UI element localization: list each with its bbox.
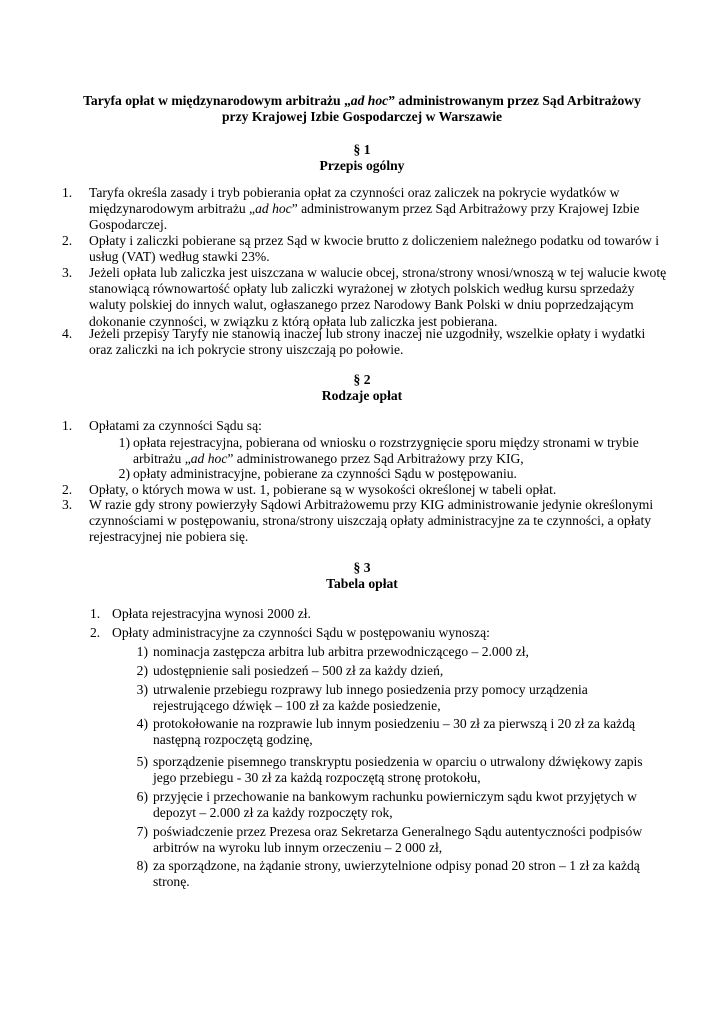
title-line-1: Taryfa opłat w międzynarodowym arbitrażu „ad hoc” administrowanym przez Sąd Arbitrażowy — [83, 93, 641, 108]
s1-item-2-number: 2. — [62, 233, 73, 248]
s2-item-2-number: 2. — [62, 482, 73, 497]
section-3-mark: § 3 — [353, 560, 371, 575]
s1-item-4-number: 4. — [62, 326, 73, 341]
s3-subitem-5: sporządzenie pisemnego transkryptu posiedzenia w oparciu o utrwalony dźwiękowy zapis jego przebiegu - 30 zł za każdą rozpoczętą stronę protokołu, — [153, 754, 643, 786]
s1-item-1: Taryfa określa zasady i tryb pobierania opłat za czynności oraz zaliczek na pokrycie wydatków w międzynarodowym arbitrażu „ad hoc” administrowanym przez Sąd Arbitrażowy przy Krajowej Izbie Gospodarczej. — [89, 185, 640, 233]
s3-subitem-8: za sporządzone, na żądanie strony, uwierzytelnione odpisy ponad 20 stron – 1 zł za każdą stronę. — [153, 858, 640, 890]
s3-subitem-5-number: 5) — [136, 754, 148, 769]
section-2-mark: § 2 — [353, 372, 371, 387]
s3-subitem-3-number: 3) — [136, 682, 148, 697]
s3-subitem-6: przyjęcie i przechowanie na bankowym rachunku powierniczym sądu kwot przyjętych w depozyt – 2.000 zł za każdy rozpoczęty rok, — [153, 789, 637, 821]
s2-item-3: W razie gdy strony powierzyły Sądowi Arbitrażowemu przy KIG administrowanie jedynie określonymi czynnościami w postępowaniu, strona/strony uiszczają opłaty administracyjne za te czynności, a opłaty rejestracyjnej nie pobiera się. — [89, 497, 654, 545]
s2-subitem-2-number: 2) — [118, 466, 130, 481]
section-3-heading: Tabela opłat — [326, 576, 398, 591]
s3-item-2: Opłaty administracyjne za czynności Sądu w postępowaniu wynoszą: — [112, 625, 490, 640]
s3-subitem-1: nominacja zastępcza arbitra lub arbitra przewodniczącego – 2.000 zł, — [153, 644, 529, 659]
s3-item-1-number: 1. — [90, 606, 101, 621]
s3-subitem-4-number: 4) — [136, 716, 148, 731]
s1-item-3: Jeżeli opłata lub zaliczka jest uiszczana w walucie obcej, strona/strony wnosi/wnoszą w tej walucie kwotę stanowiącą równowartość opłaty lub zaliczki wyrażonej w złotych polskich według kursu sprzedaży waluty polskiej do innych walut, ogłaszanego przez Narodowy Bank Polski w dniu poprzedzającym dokonanie czynności, w związku z którą opłata lub zaliczka jest pobierana. — [89, 265, 667, 329]
s3-subitem-2-number: 2) — [136, 663, 148, 678]
section-1-mark: § 1 — [353, 142, 371, 157]
s2-subitem-2: opłaty administracyjne, pobierane za czynności Sądu w postępowaniu. — [133, 466, 517, 481]
s2-item-1-number: 1. — [62, 418, 73, 433]
document-title — [60, 93, 664, 125]
s3-item-1: Opłata rejestracyjna wynosi 2000 zł. — [112, 606, 311, 621]
s2-item-2: Opłaty, o których mowa w ust. 1, pobierane są w wysokości określonej w tabeli opłat. — [89, 482, 557, 497]
s1-item-2: Opłaty i zaliczki pobierane są przez Sąd w kwocie brutto z doliczeniem należnego podatku od towarów i usług (VAT) według stawki 23%. — [89, 233, 659, 265]
s3-subitem-1-number: 1) — [136, 644, 148, 659]
s1-item-3-number: 3. — [62, 265, 73, 280]
s2-subitem-1: opłata rejestracyjna, pobierana od wniosku o rozstrzygnięcie sporu między stronami w trybie arbitrażu „ad hoc” administrowanego przez Sąd Arbitrażowy przy KIG, — [133, 435, 639, 467]
s3-subitem-2: udostępnienie sali posiedzeń – 500 zł za każdy dzień, — [153, 663, 444, 678]
s3-item-2-number: 2. — [90, 625, 101, 640]
section-1-heading: Przepis ogólny — [319, 158, 405, 173]
s3-subitem-4: protokołowanie na rozprawie lub innym posiedzeniu – 30 zł za pierwszą i 20 zł za każdą następną rozpoczętą godzinę, — [153, 716, 636, 748]
s2-item-3-number: 3. — [62, 497, 73, 512]
s1-item-1-number: 1. — [62, 185, 73, 200]
title-line-2: przy Krajowej Izbie Gospodarczej w Warszawie — [222, 109, 502, 125]
s3-subitem-6-number: 6) — [136, 789, 148, 804]
s2-subitem-1-number: 1) — [118, 435, 130, 450]
s3-subitem-8-number: 8) — [136, 858, 148, 873]
s3-subitem-7: poświadczenie przez Prezesa oraz Sekretarza Generalnego Sądu autentyczności podpisów arbitrów na wyroku lub innym orzeczeniu – 2 000 zł, — [153, 824, 643, 856]
s1-item-4: Jeżeli przepisy Taryfy nie stanowią inaczej lub strony inaczej nie uzgodniły, wszelkie opłaty i wydatki oraz zaliczki na ich pokrycie strony uiszczają po połowie. — [89, 326, 646, 358]
section-2-heading: Rodzaje opłat — [321, 388, 403, 403]
s2-item-1: Opłatami za czynności Sądu są: — [89, 418, 262, 433]
s3-subitem-7-number: 7) — [136, 824, 148, 839]
s3-subitem-3: utrwalenie przebiegu rozprawy lub innego posiedzenia przy pomocy urządzenia rejestrującego dźwięk – 100 zł za każde posiedzenie, — [153, 682, 588, 714]
